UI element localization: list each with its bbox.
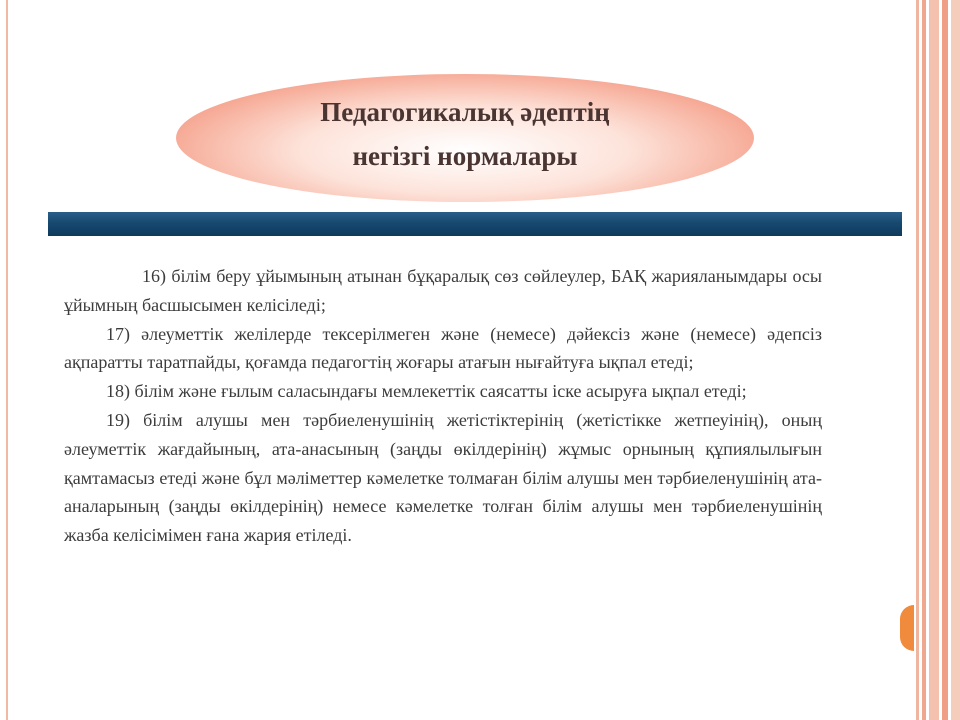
slide-title (176, 90, 754, 178)
paragraph-16: 16) білім беру ұйымының атынан бұқаралық сөз сөйлеулер, БАҚ жарияланымдары осы ұйымның басшысымен келісіледі; (64, 266, 822, 315)
left-border-rule (6, 0, 8, 720)
stripe (922, 0, 926, 720)
orange-side-tab (900, 605, 914, 651)
right-decorative-stripes (916, 0, 960, 720)
stripe (942, 0, 948, 720)
paragraph-17: 17) әлеуметтік желілерде тексерілмеген және (немесе) дәйексіз және (немесе) әдепсіз ақпаратты таратпайды, қоғамда педагогтің жоғары атағын нығайтуға ықпал етеді; (64, 323, 822, 373)
title-line-1: Педагогикалық әдептің (320, 97, 610, 127)
title-line-2: негізгі нормалары (352, 141, 578, 171)
stripe (951, 0, 960, 720)
stripe (929, 0, 939, 720)
stripe (916, 0, 919, 720)
slide-body (64, 262, 822, 550)
paragraph-18: 18) білім және ғылым саласындағы мемлекеттік саясатты іске асыруға ықпал етеді; (106, 381, 747, 402)
blue-banner-bar (48, 212, 902, 236)
paragraph-19: 19) білім алушы мен тәрбиеленушінің жетістіктерінің (жетістікке жетпеуінің), оның әлеуметтік жағдайының, ата-анасының (заңды өкілдерінің) жұмыс орнының құпиялылығын қамтамасыз етеді және бұл мәліметтер кәмелетке толмаған білім алушы мен тәрбиеленушінің ата-аналарының (заңды өкілдерінің) немесе кәмелетке толған білім алушы мен тәрбиеленушінің жазба келісімімен ғана жария етіледі. (64, 409, 822, 546)
